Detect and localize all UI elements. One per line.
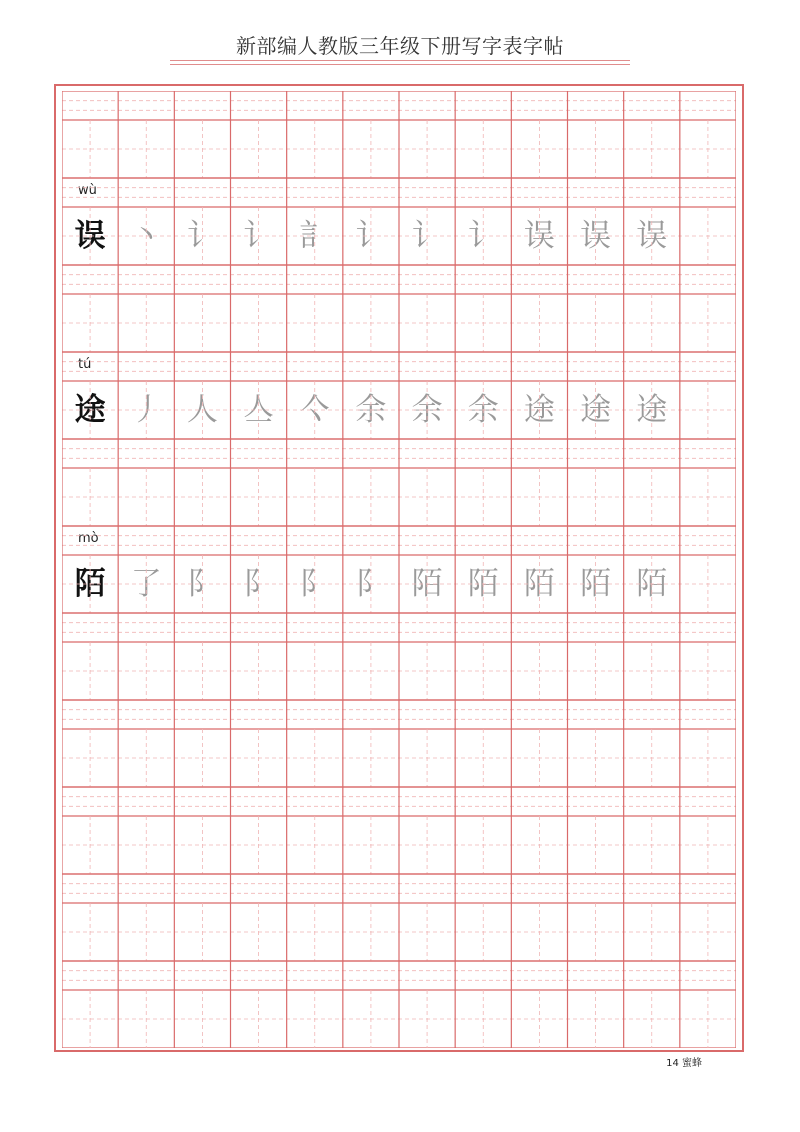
trace-character bbox=[231, 642, 287, 700]
trace-character bbox=[624, 903, 680, 961]
trace-character bbox=[343, 903, 399, 961]
pinyin-strip bbox=[62, 526, 736, 555]
practice-row bbox=[62, 961, 736, 1048]
trace-character bbox=[399, 729, 455, 787]
trace-character bbox=[568, 903, 624, 961]
model-character bbox=[62, 120, 118, 178]
character-strip bbox=[62, 381, 736, 439]
trace-character: 讠 bbox=[243, 217, 275, 254]
trace-character: 陌 bbox=[523, 565, 555, 602]
pinyin-strip bbox=[62, 961, 736, 990]
trace-character bbox=[680, 555, 736, 613]
trace-character bbox=[511, 642, 567, 700]
trace-character bbox=[174, 294, 230, 352]
trace-character bbox=[680, 642, 736, 700]
trace-character: 訁 bbox=[299, 217, 331, 254]
trace-character bbox=[511, 120, 567, 178]
trace-character bbox=[287, 729, 343, 787]
character-strip bbox=[62, 120, 736, 178]
trace-character: 途 bbox=[580, 391, 612, 428]
trace-character bbox=[287, 468, 343, 526]
character-strip bbox=[62, 729, 736, 787]
trace-character bbox=[118, 903, 174, 961]
trace-character bbox=[680, 120, 736, 178]
trace-character bbox=[511, 903, 567, 961]
trace-character bbox=[231, 729, 287, 787]
trace-character: 途 bbox=[523, 391, 555, 428]
trace-character bbox=[680, 816, 736, 874]
trace-character: 丿 bbox=[130, 391, 162, 428]
trace-character bbox=[568, 294, 624, 352]
trace-character bbox=[287, 816, 343, 874]
character-strip bbox=[62, 468, 736, 526]
practice-row bbox=[62, 178, 736, 265]
character-strip bbox=[62, 903, 736, 961]
trace-character bbox=[455, 903, 511, 961]
trace-character bbox=[568, 816, 624, 874]
trace-character bbox=[455, 642, 511, 700]
trace-character: 阝 bbox=[299, 565, 331, 602]
trace-character: 误 bbox=[636, 217, 668, 254]
trace-character bbox=[343, 990, 399, 1048]
practice-row bbox=[62, 787, 736, 874]
trace-character bbox=[624, 120, 680, 178]
trace-character bbox=[624, 816, 680, 874]
trace-character bbox=[680, 903, 736, 961]
trace-character bbox=[118, 468, 174, 526]
trace-character bbox=[680, 381, 736, 439]
trace-character bbox=[568, 990, 624, 1048]
trace-character bbox=[118, 120, 174, 178]
pinyin-strip bbox=[62, 265, 736, 294]
title-rule-top bbox=[170, 60, 630, 61]
trace-character: 陌 bbox=[636, 565, 668, 602]
trace-character bbox=[287, 990, 343, 1048]
trace-character bbox=[680, 207, 736, 265]
trace-character: 余 bbox=[355, 391, 387, 428]
trace-character bbox=[511, 729, 567, 787]
model-character: 途 bbox=[74, 391, 106, 428]
trace-character bbox=[511, 990, 567, 1048]
practice-row bbox=[62, 613, 736, 700]
trace-character: 余 bbox=[411, 391, 443, 428]
trace-character: 讠 bbox=[411, 217, 443, 254]
pinyin-label: wù bbox=[78, 183, 97, 198]
model-character: 陌 bbox=[74, 565, 106, 602]
practice-row bbox=[62, 439, 736, 526]
trace-character: 讠 bbox=[355, 217, 387, 254]
trace-character bbox=[680, 729, 736, 787]
trace-character bbox=[680, 990, 736, 1048]
pinyin-strip bbox=[62, 613, 736, 642]
trace-character bbox=[343, 468, 399, 526]
pinyin-strip bbox=[62, 91, 736, 120]
model-character bbox=[62, 903, 118, 961]
trace-character bbox=[231, 294, 287, 352]
trace-character bbox=[174, 990, 230, 1048]
trace-character bbox=[399, 903, 455, 961]
pinyin-strip bbox=[62, 352, 736, 381]
trace-character bbox=[118, 294, 174, 352]
model-character bbox=[62, 729, 118, 787]
trace-character bbox=[231, 468, 287, 526]
trace-character: 陌 bbox=[580, 565, 612, 602]
pinyin-label: mò bbox=[78, 531, 99, 546]
trace-character bbox=[118, 729, 174, 787]
trace-character bbox=[568, 120, 624, 178]
trace-character bbox=[287, 294, 343, 352]
trace-character: 误 bbox=[580, 217, 612, 254]
trace-character: 途 bbox=[636, 391, 668, 428]
character-strip bbox=[62, 642, 736, 700]
trace-character bbox=[287, 642, 343, 700]
trace-character bbox=[399, 816, 455, 874]
trace-character bbox=[287, 903, 343, 961]
trace-character: 亼 bbox=[243, 391, 275, 428]
practice-row bbox=[62, 874, 736, 961]
trace-character: 误 bbox=[523, 217, 555, 254]
trace-character bbox=[343, 816, 399, 874]
trace-character bbox=[455, 120, 511, 178]
model-character bbox=[62, 990, 118, 1048]
trace-character bbox=[455, 729, 511, 787]
practice-row bbox=[62, 352, 736, 439]
pinyin-strip bbox=[62, 439, 736, 468]
model-character bbox=[62, 294, 118, 352]
trace-character bbox=[174, 642, 230, 700]
practice-row bbox=[62, 91, 736, 178]
trace-character bbox=[399, 990, 455, 1048]
trace-character bbox=[624, 990, 680, 1048]
trace-character bbox=[118, 642, 174, 700]
trace-character bbox=[174, 120, 230, 178]
pinyin-strip bbox=[62, 787, 736, 816]
trace-character bbox=[399, 120, 455, 178]
model-character: 误 bbox=[74, 217, 106, 254]
trace-character bbox=[231, 903, 287, 961]
practice-row bbox=[62, 526, 736, 613]
trace-character bbox=[399, 468, 455, 526]
character-strip bbox=[62, 555, 736, 613]
trace-character bbox=[174, 468, 230, 526]
trace-character bbox=[680, 294, 736, 352]
trace-character: 阝 bbox=[186, 565, 218, 602]
trace-character bbox=[174, 903, 230, 961]
trace-character bbox=[343, 294, 399, 352]
trace-character bbox=[455, 990, 511, 1048]
trace-character: 丶 bbox=[130, 217, 162, 254]
trace-character: 亽 bbox=[299, 391, 331, 428]
model-character bbox=[62, 816, 118, 874]
pinyin-strip bbox=[62, 874, 736, 903]
pinyin-strip bbox=[62, 178, 736, 207]
trace-character bbox=[343, 642, 399, 700]
trace-character: 余 bbox=[467, 391, 499, 428]
trace-character: 阝 bbox=[243, 565, 275, 602]
trace-character bbox=[511, 294, 567, 352]
trace-character bbox=[624, 729, 680, 787]
page-footer: 14 蜜蜂 bbox=[666, 1058, 702, 1069]
title-rule-bottom bbox=[170, 64, 630, 65]
practice-row bbox=[62, 700, 736, 787]
practice-row bbox=[62, 265, 736, 352]
trace-character: 讠 bbox=[467, 217, 499, 254]
trace-character: 讠 bbox=[186, 217, 218, 254]
trace-character bbox=[568, 642, 624, 700]
character-strip bbox=[62, 207, 736, 265]
trace-character: 了 bbox=[130, 565, 162, 602]
trace-character bbox=[343, 729, 399, 787]
trace-character bbox=[174, 816, 230, 874]
trace-character bbox=[624, 642, 680, 700]
pinyin-strip bbox=[62, 700, 736, 729]
model-character bbox=[62, 468, 118, 526]
trace-character bbox=[118, 816, 174, 874]
trace-character bbox=[343, 120, 399, 178]
trace-character bbox=[680, 468, 736, 526]
trace-character: 人 bbox=[186, 391, 218, 428]
trace-character bbox=[455, 816, 511, 874]
trace-character bbox=[624, 294, 680, 352]
character-strip bbox=[62, 816, 736, 874]
trace-character bbox=[118, 990, 174, 1048]
trace-character bbox=[624, 468, 680, 526]
trace-character bbox=[399, 294, 455, 352]
trace-character bbox=[568, 468, 624, 526]
trace-character bbox=[231, 120, 287, 178]
pinyin-label: tú bbox=[78, 357, 92, 372]
model-character bbox=[62, 642, 118, 700]
trace-character bbox=[287, 120, 343, 178]
trace-character bbox=[231, 990, 287, 1048]
trace-character bbox=[511, 816, 567, 874]
trace-character bbox=[174, 729, 230, 787]
trace-character bbox=[455, 294, 511, 352]
trace-character bbox=[511, 468, 567, 526]
trace-character bbox=[399, 642, 455, 700]
practice-grid bbox=[62, 91, 736, 1048]
page-title: 新部编人教版三年级下册写字表字帖 bbox=[236, 34, 564, 58]
character-strip bbox=[62, 990, 736, 1048]
trace-character: 阝 bbox=[355, 565, 387, 602]
trace-character: 陌 bbox=[411, 565, 443, 602]
trace-character: 陌 bbox=[467, 565, 499, 602]
trace-character bbox=[568, 729, 624, 787]
trace-character bbox=[231, 816, 287, 874]
trace-character bbox=[455, 468, 511, 526]
character-strip bbox=[62, 294, 736, 352]
